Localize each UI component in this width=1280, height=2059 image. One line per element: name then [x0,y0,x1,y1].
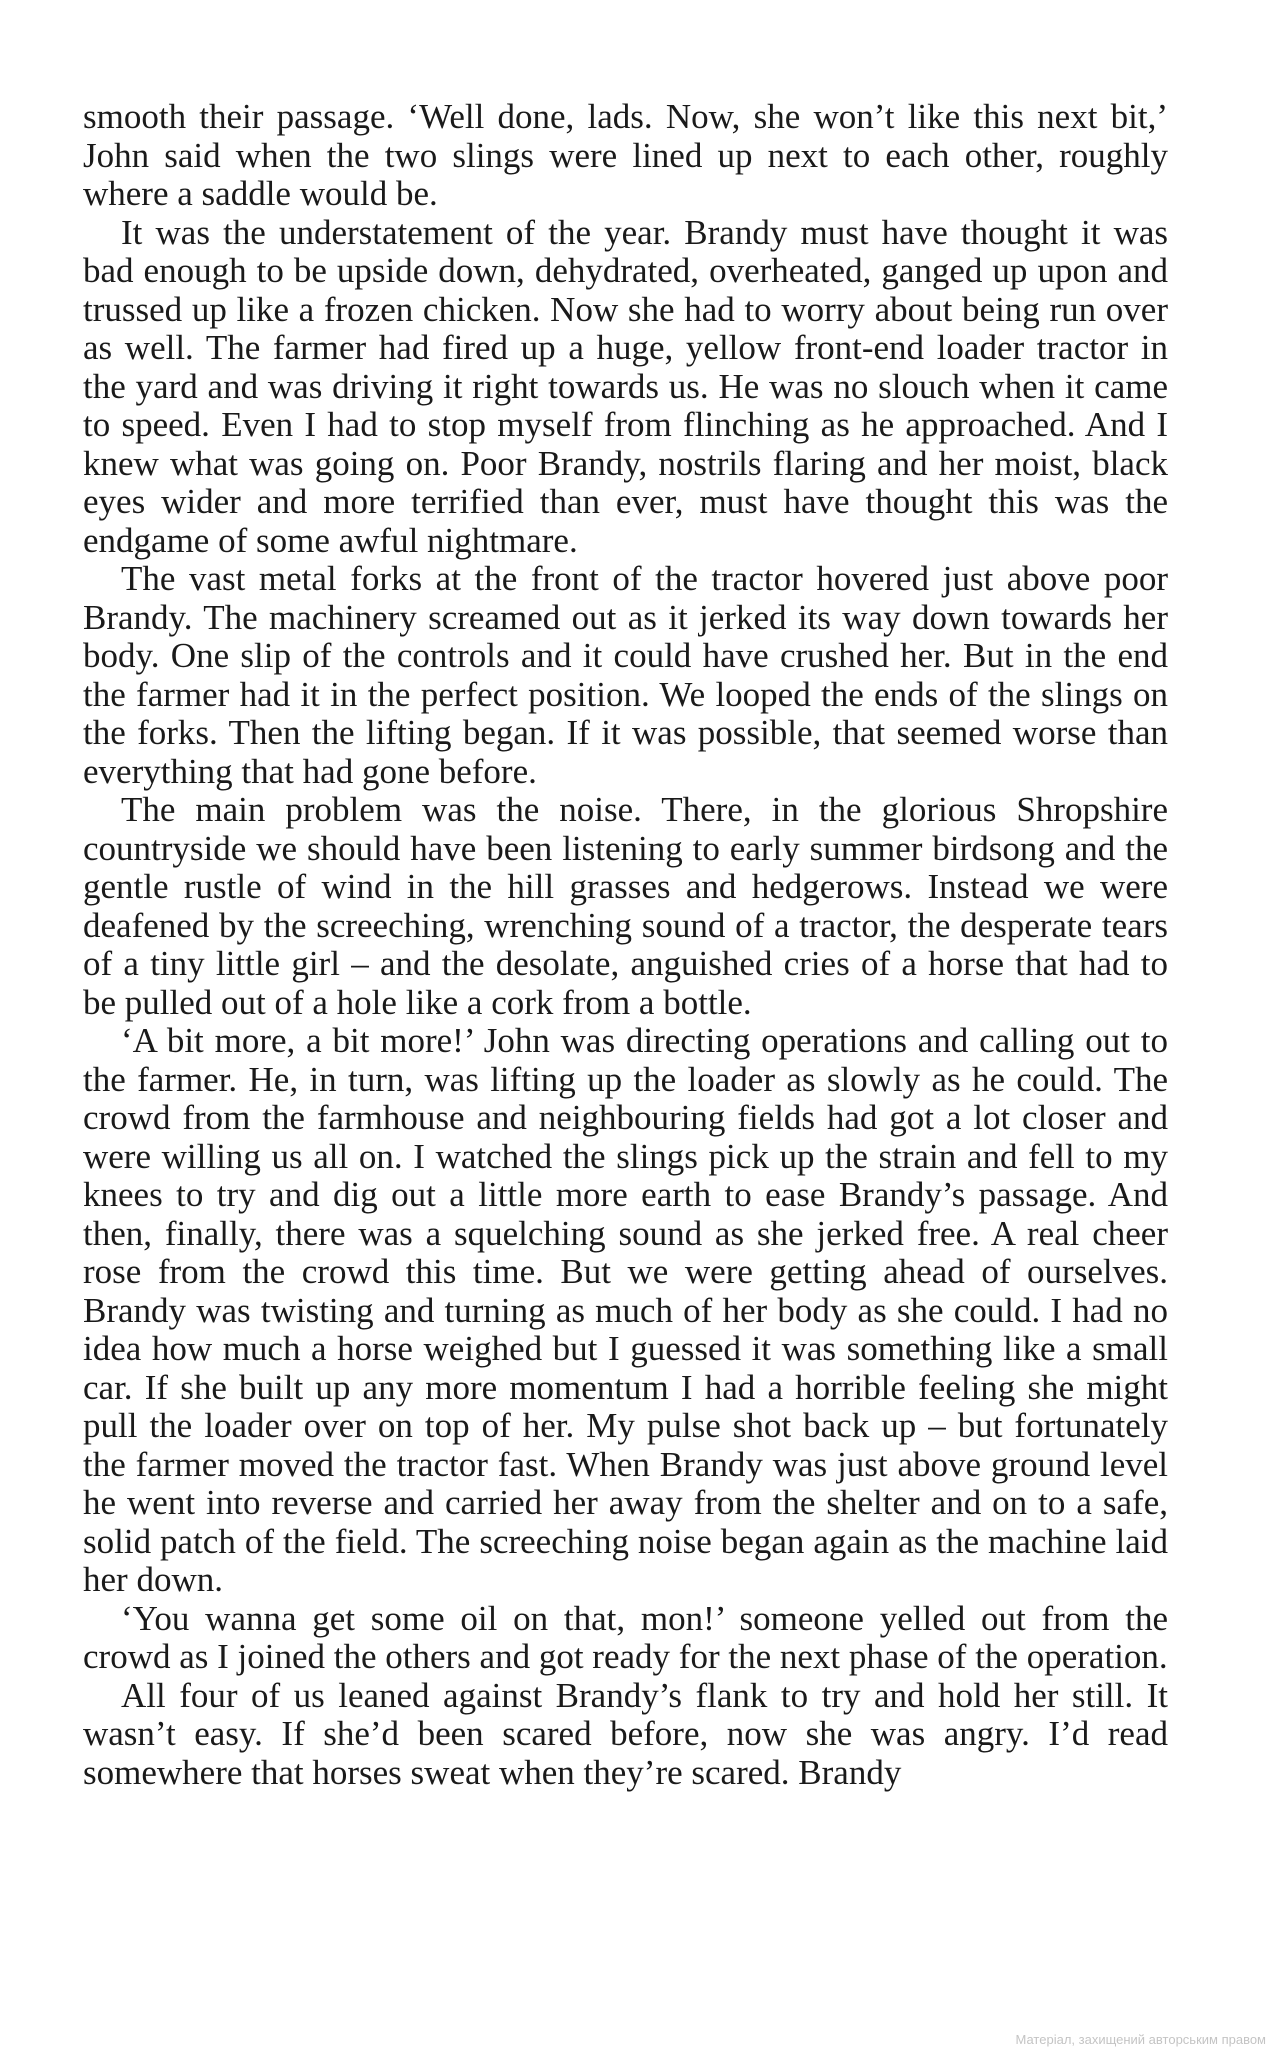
paragraph-7: All four of us leaned against Brandy’s flank to try and hold her still. It wasn’t easy. If she’d been scared before, now she was angry. I’d read somewhere that horses sweat when they’re scared. Brandy [83,1675,1168,1792]
copyright-watermark: Матеріал, захищений авторським правом [1015,2032,1266,2047]
paragraph-3: The vast metal forks at the front of the tractor hovered just above poor Brandy. The machinery screamed out as it jerked its way down towards her body. One slip of the controls and it could have crushed her. But in the end the farmer had it in the perfect position. We looped the ends of the slings on the forks. Then the lifting began. If it was possible, that seemed worse than everything that had gone before. [83,559,1168,791]
paragraph-4: The main problem was the noise. There, in the glorious Shropshire countryside we should have been listening to early summer birdsong and the gentle rustle of wind in the hill grasses and hedgerows. Instead we were deafened by the screeching, wrenching sound of a tractor, the desperate tears of a tiny little girl – and the desolate, anguished cries of a horse that had to be pulled out of a hole like a cork from a bottle. [83,790,1168,1022]
paragraph-2: It was the understatement of the year. Brandy must have thought it was bad enough to be upside down, dehydrated, overheated, ganged up upon and trussed up like a frozen chicken. Now she had to worry about being run over as well. The farmer had fired up a huge, yellow front-end loader tractor in the yard and was driving it right towards us. He was no slouch when it came to speed. Even I had to stop myself from flinching as he approached. And I knew what was going on. Poor Brandy, nostrils flaring and her moist, black eyes wider and more terrified than ever, must have thought this was the endgame of some awful nightmare. [83,212,1168,560]
paragraph-6: ‘You wanna get some oil on that, mon!’ someone yelled out from the crowd as I joined the others and got ready for the next phase of the operation. [83,1598,1168,1676]
body-text [83,98,1168,1792]
paragraph-5: ‘A bit more, a bit more!’ John was directing operations and calling out to the farmer. He, in turn, was lifting up the loader as slowly as he could. The crowd from the farmhouse and neighbouring fields had got a lot closer and were willing us all on. I watched the slings pick up the strain and fell to my knees to try and dig out a little more earth to ease Brandy’s passage. And then, finally, there was a squelching sound as she jerked free. A real cheer rose from the crowd this time. But we were getting ahead of ourselves. Brandy was twisting and turning as much of her body as she could. I had no idea how much a horse weighed but I guessed it was something like a small car. If she built up any more momentum I had a horrible feeling she might pull the loader over on top of her. My pulse shot back up – but fortunately the farmer moved the tractor fast. When Brandy was just above ground level he went into reverse and carried her away from the shelter and on to a safe, solid patch of the field. The screeching noise began again as the machine laid her down. [83,1021,1168,1599]
paragraph-1: smooth their passage. ‘Well done, lads. Now, she won’t like this next bit,’ John said when the two slings were lined up next to each other, roughly where a saddle would be. [83,97,1168,213]
